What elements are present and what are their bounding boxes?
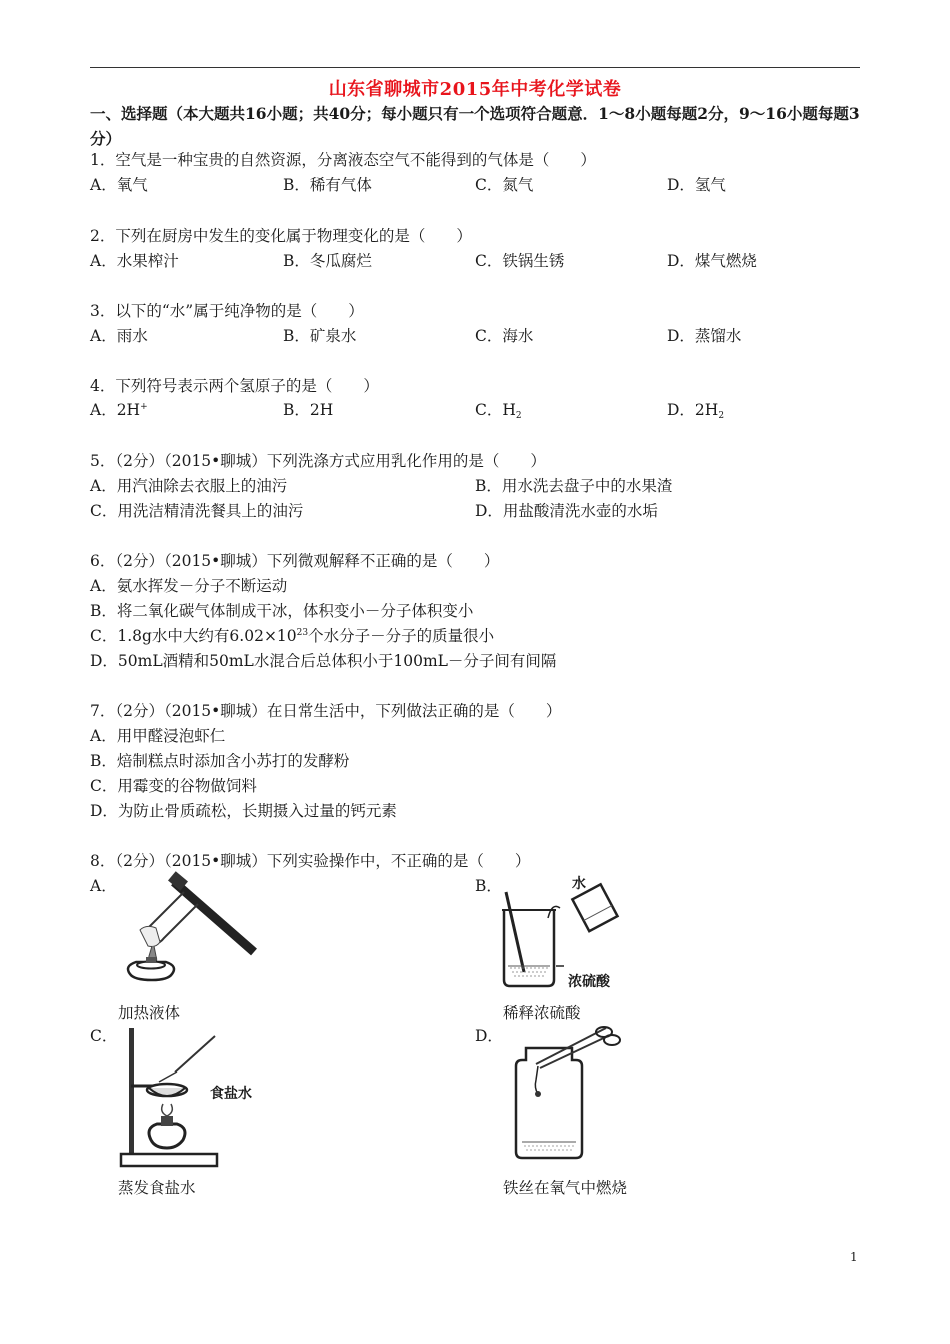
q7-option-c: C．用霉变的谷物做饲料 xyxy=(90,777,257,795)
q6-option-c-sup: 23 xyxy=(296,628,309,638)
q1-option-d: D．氢气 xyxy=(667,176,726,194)
q7-option-b: B．焙制糕点时添加含小苏打的发酵粉 xyxy=(90,752,350,770)
figure-iron-wire-burning xyxy=(498,1024,638,1164)
q8-option-b-letter: B． xyxy=(475,877,502,895)
q4-option-d-text: D．2H xyxy=(667,401,719,419)
q5-stem: 5．（2分）（2015•聊城）下列洗涤方式应用乳化作用的是（ ） xyxy=(90,452,546,470)
q2-option-b: B．冬瓜腐烂 xyxy=(283,252,372,270)
exam-title: 山东省聊城市2015年中考化学试卷 xyxy=(328,79,622,100)
q4-stem: 4．下列符号表示两个氢原子的是（ ） xyxy=(90,377,379,395)
q7-option-a: A．用甲醛浸泡虾仁 xyxy=(90,727,226,745)
figure-evaporating-salt-water xyxy=(115,1024,225,1172)
q6-stem: 6．（2分）（2015•聊城）下列微观解释不正确的是（ ） xyxy=(90,552,500,570)
figure-b-label-acid: 浓硫酸 xyxy=(568,974,610,990)
figure-c-label-salt-water: 食盐水 xyxy=(210,1086,252,1102)
q1-stem: 1．空气是一种宝贵的自然资源，分离液态空气不能得到的气体是（ ） xyxy=(90,151,596,169)
q6-option-c-text: C．1.8g水中大约有6.02×10 xyxy=(90,627,297,645)
q6-option-a: A．氨水挥发－分子不断运动 xyxy=(90,577,288,595)
q1-option-a: A．氧气 xyxy=(90,176,148,194)
q3-option-d: D．蒸馏水 xyxy=(667,327,742,345)
q8-option-d-caption: 铁丝在氧气中燃烧 xyxy=(503,1179,628,1197)
q4-option-a-text: A．2H xyxy=(90,401,141,419)
page-number: 1 xyxy=(850,1250,858,1264)
q2-option-d: D．煤气燃烧 xyxy=(667,252,757,270)
q4-option-c-text: C．H xyxy=(475,401,516,419)
q8-option-d-letter: D． xyxy=(475,1027,503,1045)
figure-b-label-water: 水 xyxy=(572,876,586,892)
q2-stem: 2．下列在厨房中发生的变化属于物理变化的是（ ） xyxy=(90,227,472,245)
q4-option-d-sub: 2 xyxy=(718,411,725,421)
q8-option-c-letter: C． xyxy=(90,1027,118,1045)
q5-option-d: D．用盐酸清洗水壶的水垢 xyxy=(475,502,658,520)
q6-option-b: B．将二氧化碳气体制成干冰，体积变小－分子体积变小 xyxy=(90,602,474,620)
q8-option-b-caption: 稀释浓硫酸 xyxy=(503,1004,581,1022)
q2-option-c: C．铁锅生锈 xyxy=(475,252,565,270)
q4-option-b: B．2H xyxy=(283,401,334,419)
q5-option-c: C．用洗洁精清洗餐具上的油污 xyxy=(90,502,304,520)
q8-stem: 8．（2分）（2015•聊城）下列实验操作中，不正确的是（ ） xyxy=(90,852,531,870)
q7-stem: 7．（2分）（2015•聊城）在日常生活中，下列做法正确的是（ ） xyxy=(90,702,562,720)
q4-option-c xyxy=(475,400,522,420)
section-header: 一、选择题（本大题共16小题；共40分；每小题只有一个选项符合题意．1～8小题每题2分，9～16小题每题3分） xyxy=(90,104,860,148)
top-divider xyxy=(90,67,860,68)
q3-stem: 3．以下的“水”属于纯净物的是（ ） xyxy=(90,302,364,320)
q6-option-c xyxy=(90,626,494,646)
q8-option-a-letter: A． xyxy=(90,877,117,895)
q4-option-d xyxy=(667,400,724,420)
q3-option-c: C．海水 xyxy=(475,327,534,345)
q4-option-a xyxy=(90,400,148,420)
q3-option-a: A．雨水 xyxy=(90,327,148,345)
q6-option-c-suffix: 个水分子－分子的质量很小 xyxy=(308,627,495,645)
q3-option-b: B．矿泉水 xyxy=(283,327,357,345)
q8-option-a-caption: 加热液体 xyxy=(118,1004,181,1022)
q1-option-b: B．稀有气体 xyxy=(283,176,372,194)
q8-option-c-caption: 蒸发食盐水 xyxy=(118,1179,196,1197)
q7-option-d: D．为防止骨质疏松，长期摄入过量的钙元素 xyxy=(90,802,397,820)
q4-option-c-sub: 2 xyxy=(515,411,522,421)
q5-option-a: A．用汽油除去衣服上的油污 xyxy=(90,477,288,495)
q6-option-d: D．50mL酒精和50mL水混合后总体积小于100mL－分子间有间隔 xyxy=(90,652,557,670)
q2-option-a: A．水果榨汁 xyxy=(90,252,179,270)
figure-heating-liquid xyxy=(112,870,262,995)
q4-option-a-sup: + xyxy=(140,402,148,412)
q1-option-c: C．氮气 xyxy=(475,176,534,194)
q5-option-b: B．用水洗去盘子中的水果渣 xyxy=(475,477,673,495)
